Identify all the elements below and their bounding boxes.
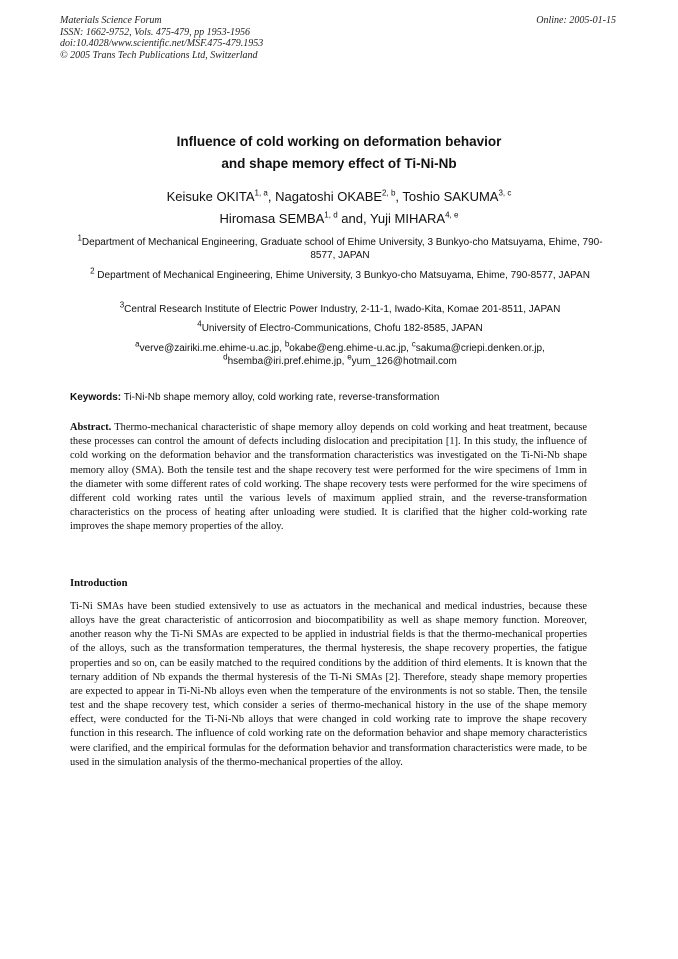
email-sup: b — [284, 339, 290, 349]
title-line-2: and shape memory effect of Ti-Ni-Nb — [221, 156, 457, 171]
affiliation-sup: 2 — [90, 266, 95, 276]
journal-name: Materials Science Forum — [60, 15, 162, 26]
introduction-body: Ti-Ni SMAs have been studied extensively to use as actuators in the mechanical and medical industries, because these alloys have the great characteristic of anticorrosion and biocompatibility as well as shape memory function. Moreover, another reason why the Ti-Ni SMAs are expected to be applied in industrial fields is that the thermo-mechanical properties of the alloys, such as the transformation temperatures, the thermal hysteresis, the shape recovery properties, the fatigue properties and so on, can be easily matched to the required conditions by the addition of third elements. It is known that the ternary addition of Nb expands the thermal hysteresis of the Ti-Ni SMAs [2]. Therefore, steady shape memory properties are expected to appear in Ti-Ni-Nb alloys even when the temperature of the environments is not so stable. Then, the tensile test and the shape recovery test, which consider a series of thermo-mechanical history in the use of the shape memory effect, were conducted for the Ti-Ni-Nb alloys that were changed in cold working rate to improve the shape recovery function in this research. The influence of cold working rate on the deformation behavior and shape memory characteristics were clarified, and the empirical formulas for the deformation behavior and transformation characteristics were made, to be used in the simulation analysis of the thermo-mechanical properties of the alloy. — [70, 601, 587, 768]
journal-header — [60, 15, 263, 61]
author-name: Hiromasa SEMBA — [219, 211, 325, 226]
email-sup: a — [135, 339, 140, 349]
email-address[interactable]: yum_126@hotmail.com — [351, 356, 457, 367]
doi-line: doi:10.4028/www.scientific.net/MSF.475-479.1953 — [60, 38, 264, 49]
author-name: Yuji MIHARA — [369, 211, 446, 226]
affiliation-sup: 1 — [77, 233, 82, 243]
author-separator: , — [362, 211, 370, 226]
author-sup: 1, a — [254, 188, 268, 198]
author-sup: 3, c — [498, 188, 512, 198]
author-separator: , — [267, 189, 276, 204]
email-address[interactable]: sakuma@criepi.denken.or.jp, — [415, 343, 545, 354]
abstract — [70, 421, 587, 535]
title-line-1: Influence of cold working on deformation behavior — [176, 134, 502, 149]
email-list — [70, 339, 610, 368]
keywords — [70, 391, 610, 404]
author-sup: 4, e — [445, 210, 459, 220]
abstract-label: Abstract. — [70, 422, 112, 433]
author-list — [0, 186, 678, 230]
affiliation-4 — [70, 319, 610, 335]
abstract-text: Thermo-mechanical characteristic of shape memory alloy depends on cold working and heat treatment, because these processes can control the amount of defects including dislocation and precipitation [1]. In this study, the influence of cold working on the deformation behavior and the transformation characteristics was investigated on the Ti-Ni-Nb shape memory alloy (SMA). Both the tensile test and the shape recovery test were performed for the wire specimens of 1mm in the diameter with some different rates of cold working. The shape recovery tests were performed for the wire specimens of different cold working rates until the various levels of maximum applied strain, and the reverse-transformation characteristics on the process of heating after unloading were studied. It is clarified that the higher cold-working rate improves the shape memory properties of the alloy. — [70, 422, 587, 533]
issn-line: ISSN: 1662-9752, Vols. 475-479, pp 1953-1956 — [60, 26, 250, 38]
author-line-2 — [0, 208, 678, 230]
affiliation-text: Central Research Institute of Electric Power Industry, 2-11-1, Iwado-Kita, Komae 201-8511, JAPAN — [124, 304, 561, 315]
introduction-heading: Introduction — [70, 578, 128, 589]
affiliation-sup: 3 — [119, 300, 125, 310]
affiliation-text: Department of Mechanical Engineering, Graduate school of Ehime University, 3 Bunkyo-cho Matsuyama, Ehime, 790-8577, JAPAN — [81, 237, 603, 261]
affiliation-sup: 4 — [197, 319, 202, 329]
author-sup: 2, b — [382, 188, 396, 198]
email-address[interactable]: verve@zairiki.me.ehime-u.ac.jp, — [139, 343, 285, 354]
affiliation-3 — [70, 300, 610, 316]
affiliation-2 — [70, 266, 610, 282]
keywords-label: Keywords: — [70, 392, 122, 403]
affiliation-1 — [70, 233, 610, 262]
paper-title — [0, 131, 678, 175]
email-line-1 — [70, 339, 610, 355]
author-separator: , — [395, 189, 403, 204]
copyright-line: © 2005 Trans Tech Publications Ltd, Switzerland — [60, 49, 258, 61]
email-sup: e — [347, 352, 352, 362]
affiliation-text: Department of Mechanical Engineering, Ehime University, 3 Bunkyo-cho Matsuyama, Ehime, 790-8577, JAPAN — [94, 270, 590, 281]
email-sup: d — [223, 352, 228, 362]
author-sup: 1, d — [324, 210, 338, 220]
online-date: Online: 2005-01-15 — [536, 15, 616, 26]
author-and: and — [337, 211, 363, 226]
author-line-1 — [0, 186, 678, 208]
keywords-text: Ti-Ni-Nb shape memory alloy, cold working rate, reverse-transformation — [121, 392, 440, 403]
email-address[interactable]: okabe@eng.ehime-u.ac.jp, — [289, 343, 412, 354]
affiliation-text: University of Electro-Communications, Chofu 182-8585, JAPAN — [201, 323, 483, 334]
email-line-2 — [70, 352, 610, 368]
author-name: Toshio SAKUMA — [402, 189, 499, 204]
email-address[interactable]: hsemba@iri.pref.ehime.jp, — [227, 356, 348, 367]
email-sup: c — [411, 339, 416, 349]
author-name: Keisuke OKITA — [166, 189, 255, 204]
author-name: Nagatoshi OKABE — [275, 189, 383, 204]
